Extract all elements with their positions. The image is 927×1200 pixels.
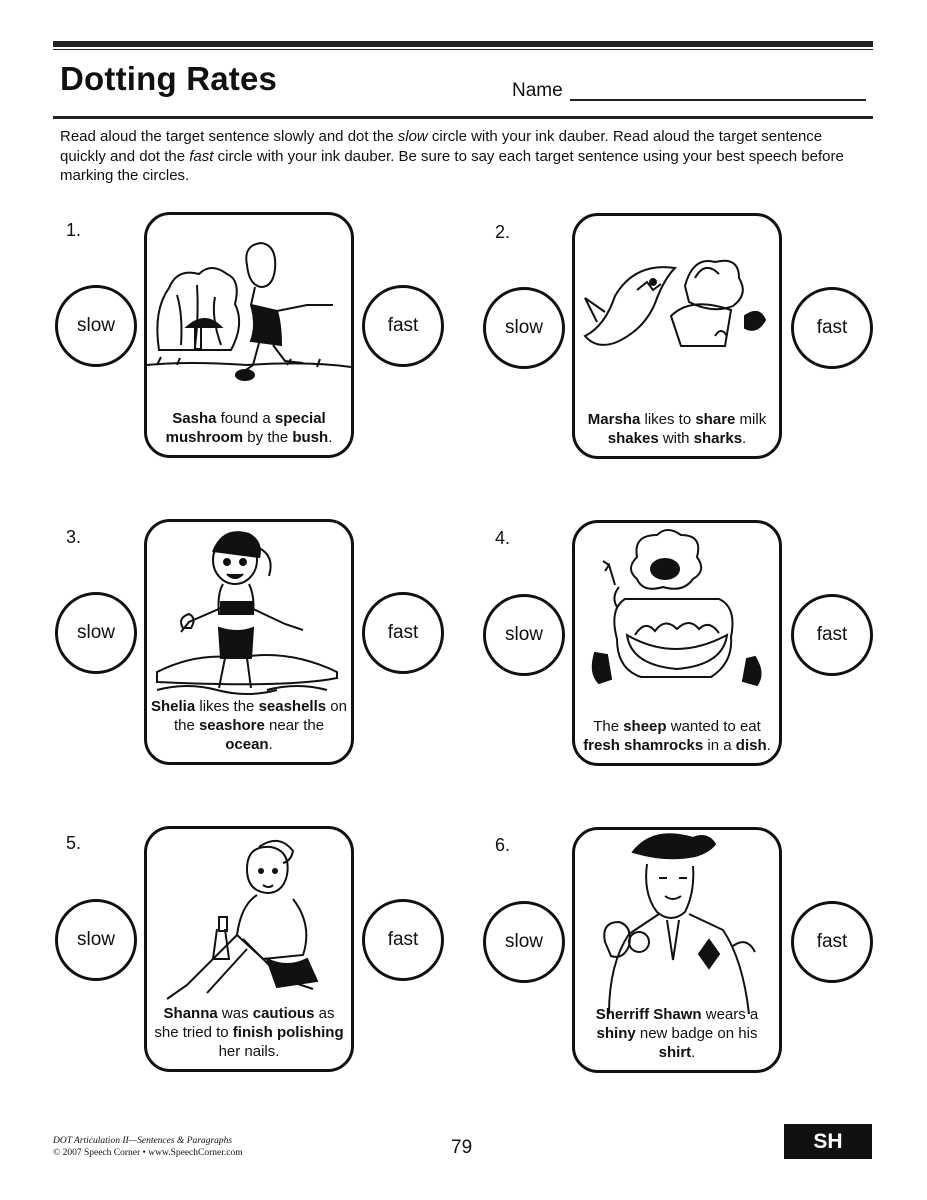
girl-bush-mushroom-icon [147, 215, 351, 405]
sentence-caption: Sasha found a special mushroom by the bush. [165, 410, 333, 446]
picture-card-4 [572, 520, 782, 766]
slow-circle[interactable]: slow [483, 594, 565, 676]
instructions-fast-word: fast [189, 147, 214, 165]
fast-circle[interactable]: fast [791, 287, 873, 369]
picture-card-2 [572, 213, 782, 459]
item-number: 4. [495, 528, 511, 548]
book-title: DOT Articulation II—Sentences & Paragraphs [53, 1136, 233, 1146]
sentence-caption: Marsha likes to share milk shakes with sharks. [587, 411, 767, 447]
instructions-text: Read aloud the target sentence slowly and dot the [60, 128, 398, 145]
fast-circle[interactable]: fast [791, 594, 873, 676]
sound-badge: SH [784, 1124, 872, 1159]
item-number: 1. [66, 220, 82, 240]
name-label: Name [512, 80, 563, 101]
instructions-text: circle with your ink dauber. Be sure to say each target sentence using your best speech before marking the circles. [60, 147, 844, 184]
slow-circle[interactable]: slow [55, 592, 137, 674]
sentence-caption: Shelia likes the seashells on the seashore near the ocean. [151, 698, 347, 753]
item-number: 5. [66, 833, 82, 853]
slow-circle[interactable]: slow [483, 901, 565, 983]
sheriff-badge-icon [575, 830, 779, 1020]
sheep-dish-icon [575, 523, 779, 713]
top-rule-thin [53, 49, 873, 50]
footer-credits [53, 1135, 243, 1159]
sentence-caption: Sherriff Shawn wears a shiny new badge on his shirt. [595, 1006, 759, 1061]
slow-circle[interactable]: slow [483, 287, 565, 369]
slow-circle[interactable]: slow [55, 285, 137, 367]
sentence-caption: Shanna was cautious as she tried to finish polishing her nails. [154, 1005, 344, 1060]
instructions-text: circle with your ink dauber. Read aloud the target sentence quickly and dot the [60, 128, 823, 165]
page-number: 79 [451, 1137, 473, 1158]
girl-seashore-icon [147, 522, 351, 712]
picture-card-5 [144, 826, 354, 1072]
header-rule [53, 116, 873, 119]
top-rule [53, 41, 873, 47]
instructions [60, 127, 870, 186]
girl-polishing-nails-icon [147, 829, 351, 1019]
picture-card-1 [144, 212, 354, 458]
fast-circle[interactable]: fast [362, 285, 444, 367]
picture-card-3 [144, 519, 354, 765]
fast-circle[interactable]: fast [362, 592, 444, 674]
page-title: Dotting Rates [60, 60, 278, 97]
slow-circle[interactable]: slow [55, 899, 137, 981]
shark-milkshake-icon [575, 216, 779, 406]
copyright: © 2007 Speech Corner • www.SpeechCorner.com [53, 1148, 243, 1158]
item-number: 6. [495, 835, 511, 855]
instructions-slow-word: slow [397, 128, 428, 145]
fast-circle[interactable]: fast [791, 901, 873, 983]
item-number: 3. [66, 527, 82, 547]
sentence-caption: The sheep wanted to eat fresh shamrocks in a dish. [583, 718, 771, 754]
picture-card-6 [572, 827, 782, 1073]
fast-circle[interactable]: fast [362, 899, 444, 981]
item-number: 2. [495, 222, 511, 242]
name-field-line[interactable] [570, 99, 866, 101]
